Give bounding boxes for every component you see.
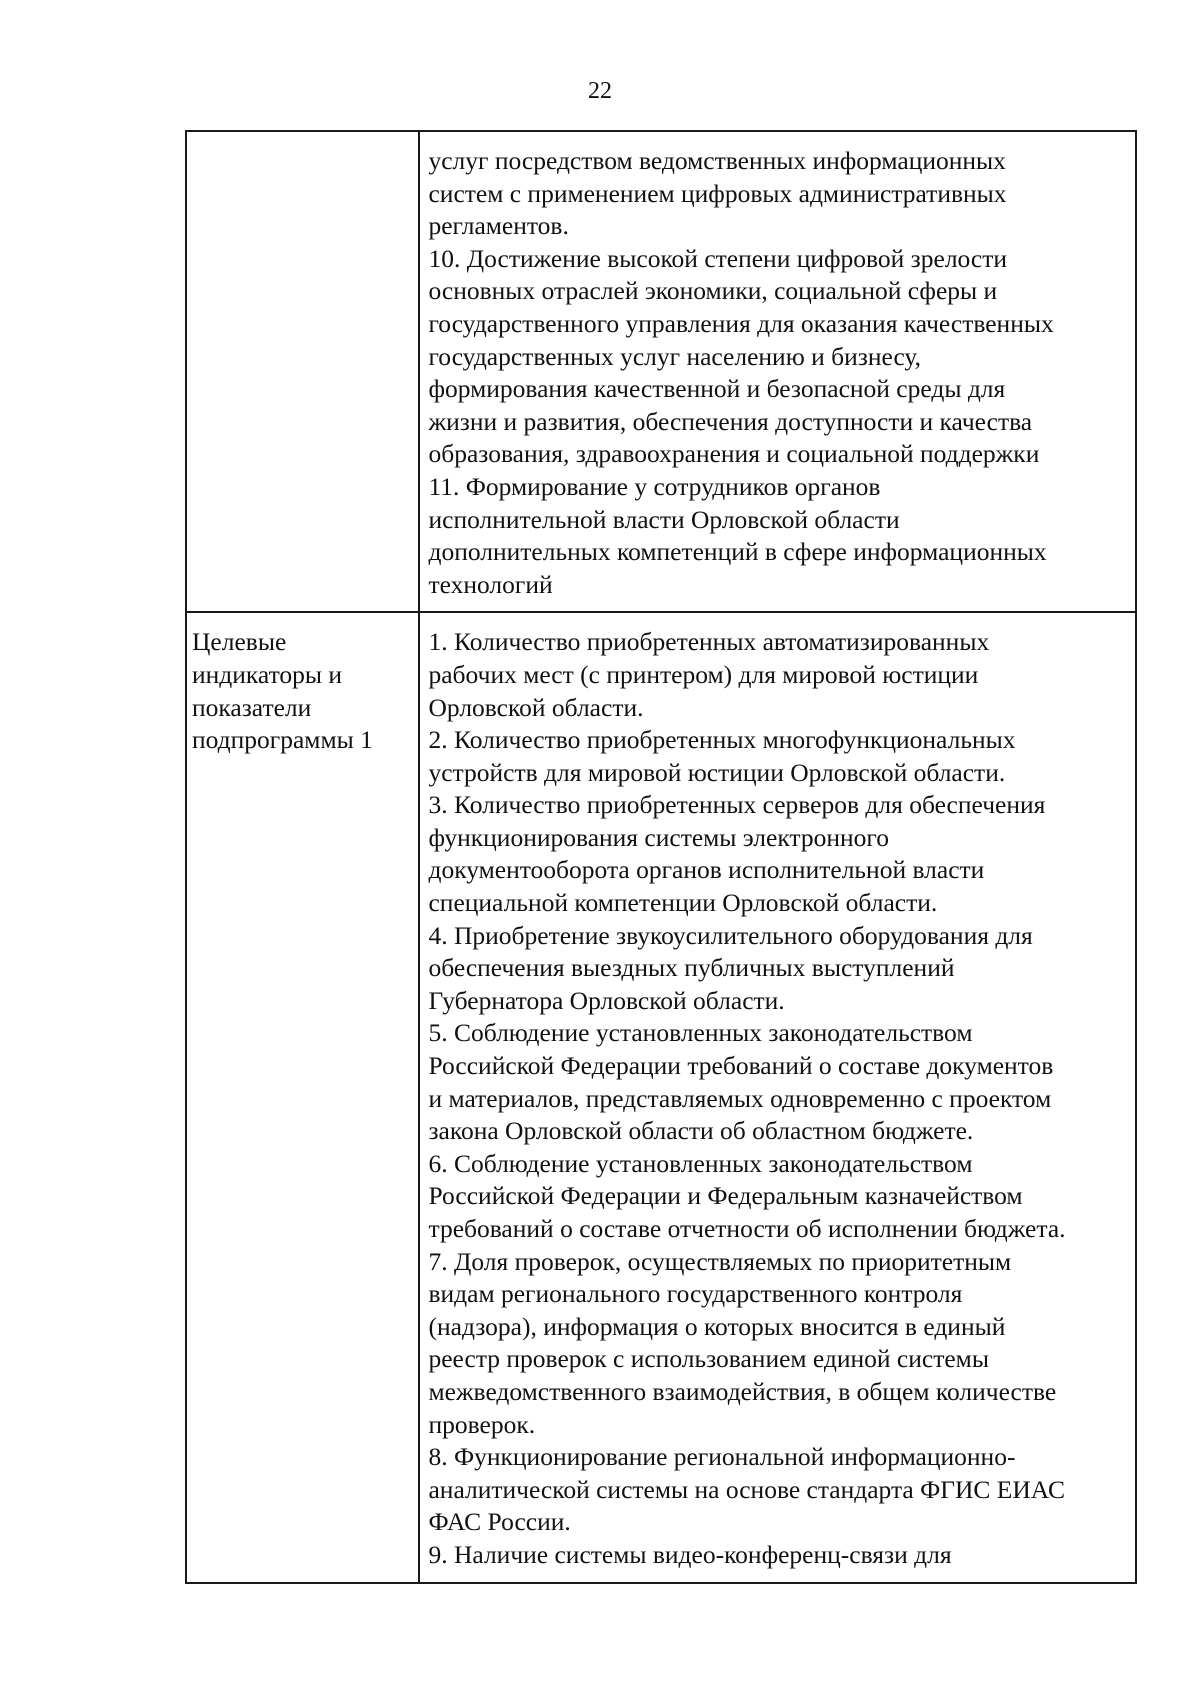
- content-line: видам регионального государственного контроля: [428, 1279, 963, 1309]
- content-line: 5. Соблюдение установленных законодательством: [428, 1018, 973, 1048]
- content-line: 1. Количество приобретенных автоматизированных: [428, 627, 990, 657]
- content-line: ФАС России.: [428, 1507, 571, 1537]
- content-line: документооборота органов исполнительной власти: [428, 855, 985, 885]
- content-line: 11. Формирование у сотрудников органов: [428, 471, 881, 501]
- content-line: технологий: [428, 569, 553, 599]
- content-line: 7. Доля проверок, осуществляемых по приоритетным: [428, 1246, 1012, 1276]
- content-line: 10. Достижение высокой степени цифровой зрелости: [428, 243, 1008, 273]
- content-line: формирования качественной и безопасной среды для: [428, 374, 1006, 404]
- content-line: 6. Соблюдение установленных законодательством: [428, 1148, 973, 1178]
- content-line: услуг посредством ведомственных информационных: [428, 146, 1006, 175]
- content-line: Российской Федерации и Федеральным казначейством: [428, 1181, 1023, 1211]
- table-row: [186, 612, 1136, 1582]
- table-row: [186, 131, 1136, 612]
- content-line: закона Орловской области об областном бюджете.: [428, 1116, 974, 1146]
- content-line: основных отраслей экономики, социальной сферы и: [428, 276, 998, 306]
- content-line: проверок.: [428, 1409, 536, 1439]
- content-line: функционирования системы электронного: [428, 822, 889, 852]
- content-line: и материалов, представляемых одновременно с проектом: [428, 1083, 1052, 1113]
- content-line: систем с применением цифровых административных: [428, 178, 1007, 208]
- content-text: [420, 613, 1135, 1581]
- content-line: исполнительной власти Орловской области: [428, 504, 900, 534]
- label-line: индикаторы и: [192, 659, 343, 689]
- content-text: [420, 132, 1135, 611]
- label-text: [187, 132, 418, 155]
- label-text: [187, 613, 418, 766]
- label-line: показатели: [192, 692, 312, 722]
- content-line: Орловской области.: [428, 692, 644, 722]
- content-line: обеспечения выездных публичных выступлений: [428, 953, 955, 983]
- content-line: 8. Функционирование региональной информационно-: [428, 1442, 1016, 1472]
- content-line: 3. Количество приобретенных серверов для обеспечения: [428, 790, 1046, 820]
- content-line: 9. Наличие системы видео-конференц-связи для: [428, 1539, 952, 1569]
- content-line: дополнительных компетенций в сфере информационных: [428, 537, 1047, 567]
- document-table: [185, 130, 1137, 1584]
- content-line: специальной компетенции Орловской области.: [428, 888, 938, 918]
- content-cell: [419, 612, 1136, 1582]
- content-line: устройств для мировой юстиции Орловской области.: [428, 757, 1006, 787]
- content-line: образования, здравоохранения и социальной поддержки: [428, 439, 1040, 469]
- label-cell: [186, 612, 419, 1582]
- content-line: межведомственного взаимодействия, в общем количестве: [428, 1376, 1057, 1406]
- page-number: 22: [588, 78, 612, 104]
- content-line: государственного управления для оказания качественных: [428, 308, 1054, 338]
- content-line: требований о составе отчетности об исполнении бюджета.: [428, 1214, 1066, 1243]
- content-line: Российской Федерации требований о составе документов: [428, 1051, 1054, 1081]
- content-line: жизни и развития, обеспечения доступности и качества: [428, 406, 1033, 436]
- label-cell: [186, 131, 419, 612]
- label-line: подпрограммы 1: [192, 725, 373, 755]
- content-line: Губернатора Орловской области.: [428, 985, 785, 1015]
- label-line: Целевые: [192, 627, 287, 657]
- content-line: 4. Приобретение звукоусилительного оборудования для: [428, 920, 1033, 950]
- content-line: 2. Количество приобретенных многофункциональных: [428, 725, 1016, 755]
- content-cell: [419, 131, 1136, 612]
- content-line: аналитической системы на основе стандарта ФГИС ЕИАС: [428, 1474, 1065, 1504]
- content-line: рабочих мест (с принтером) для мировой юстиции: [428, 659, 979, 689]
- content-line: (надзора), информация о которых вносится в единый: [428, 1311, 1006, 1341]
- content-line: государственных услуг населению и бизнесу,: [428, 341, 922, 371]
- content-line: реестр проверок с использованием единой системы: [428, 1344, 989, 1374]
- content-line: регламентов.: [428, 211, 569, 241]
